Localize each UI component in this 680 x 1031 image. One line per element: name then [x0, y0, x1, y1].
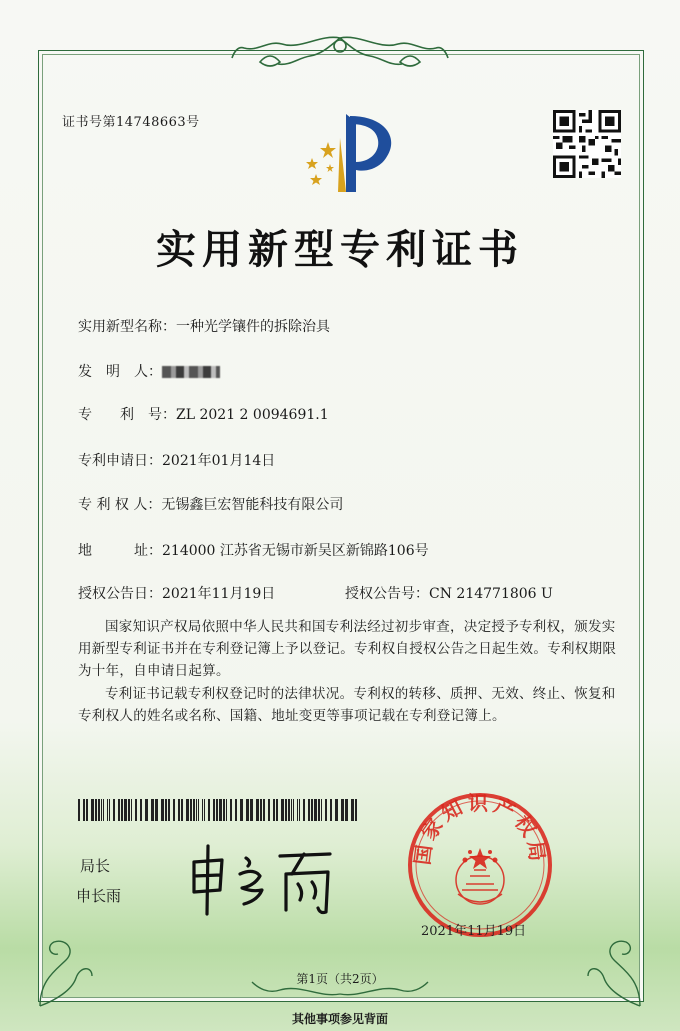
field-value: 214000 江苏省无锡市新吴区新锦路106号	[162, 543, 429, 559]
seal-date: 2021年11月19日	[421, 924, 527, 939]
field-utility-model-name	[78, 316, 330, 336]
field-label: 授权公告日：	[78, 586, 162, 602]
field-grant-date	[78, 583, 275, 603]
top-ornament-icon	[230, 32, 450, 74]
page-number: 第1页（共2页）	[296, 972, 384, 986]
field-value: 2021年01月14日	[162, 453, 276, 469]
signature-title: 局长	[80, 857, 111, 875]
field-label: 授权公告号：	[345, 586, 429, 602]
field-label: 专 利 权 人：	[78, 497, 162, 513]
field-patent-number	[78, 404, 329, 424]
field-label: 发 明 人：	[78, 364, 162, 380]
signature-name: 申长雨	[76, 887, 122, 905]
field-value: CN 214771806 U	[429, 586, 553, 602]
official-seal-icon	[405, 790, 555, 940]
field-filing-date	[78, 450, 275, 470]
seal-text: 国家知识产权局	[410, 791, 550, 867]
qr-code-icon	[553, 108, 621, 180]
body-paragraph-2: 专利证书记载专利权登记时的法律状况。专利权的转移、质押、无效、终止、恢复和专利权人的姓名或名称、国籍、地址变更等事项记载在专利登记簿上。	[78, 686, 616, 724]
field-value: 无锡鑫巨宏智能科技有限公司	[161, 497, 344, 513]
footer-note: 其他事项参见背面	[291, 1012, 388, 1026]
field-label: 专 利 号：	[78, 407, 176, 423]
body-paragraph-1: 国家知识产权局依照中华人民共和国专利法经过初步审查，决定授予专利权，颁发实用新型专利证书并在专利登记簿上予以登记。专利权自授权公告之日起生效。专利权期限为十年，自申请日起算。	[78, 619, 617, 679]
field-inventor	[78, 361, 220, 381]
barcode-icon	[78, 799, 358, 821]
field-patentee	[78, 494, 343, 514]
field-address	[78, 540, 429, 560]
certificate-title: 实用新型专利证书	[156, 227, 524, 273]
cnipa-logo-icon	[290, 108, 410, 198]
field-label: 专利申请日：	[78, 453, 162, 469]
field-value: 2021年11月19日	[162, 586, 276, 602]
field-label: 地 址：	[78, 543, 162, 559]
certificate-number: 证书号第14748663号	[62, 115, 200, 130]
field-label: 实用新型名称：	[78, 319, 176, 335]
handwritten-signature-icon	[180, 840, 350, 920]
redacted-inventor-name	[162, 366, 220, 378]
field-value: ZL 2021 2 0094691.1	[176, 407, 329, 423]
field-value: 一种光学镶件的拆除治具	[176, 319, 330, 335]
field-grant-number	[345, 583, 553, 603]
